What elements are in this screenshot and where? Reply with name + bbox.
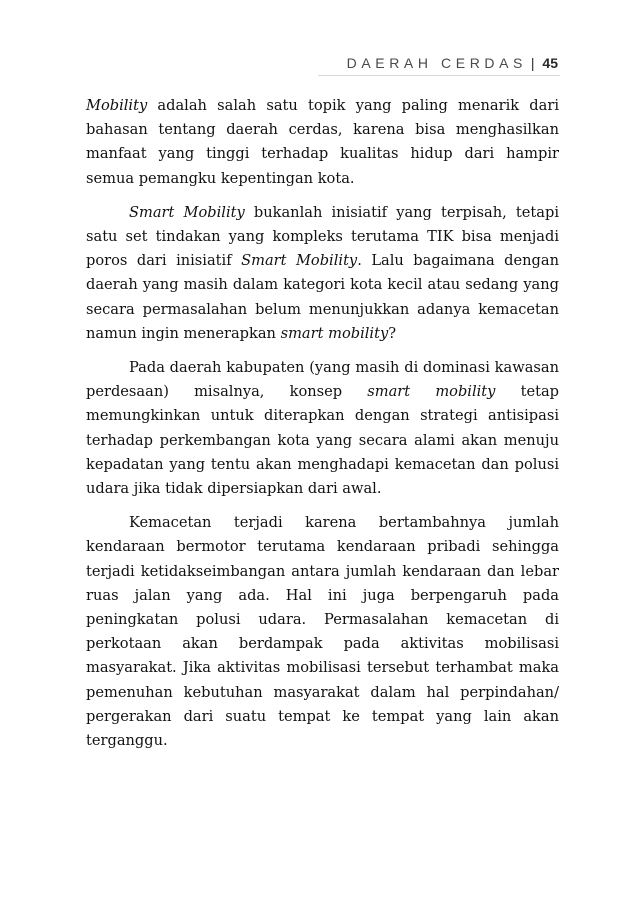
- text-run: Kemacetan terjadi karena bertambahnya jumlah kendaraan bermotor terutama kendaraan pribadi sehingga terjadi ketidakseimbangan antara jumlah kendaraan dan lebar ruas jalan yang ada. Hal ini juga berpengaruh pada peningkatan polusi udara. Permasalahan kemacetan di perkotaan akan berdampak pada aktivitas mobilisasi masyarakat. Jika aktivitas mobilisasi tersebut terhambat maka pemenuhan kebutuhan masyarakat dalam hal perpindahan/ pergerakan dari suatu tempat ke tempat yang lain akan terganggu.: [86, 514, 559, 750]
- text-run: ?: [388, 324, 397, 342]
- text-run: adalah salah satu topik yang paling menarik dari bahasan tentang daerah cerdas, karena bisa menghasilkan manfaat yang tinggi terhadap kualitas hidup dari hampir semua pemangku kepentingan kota.: [86, 97, 559, 187]
- italic-term: Smart Mobility: [129, 203, 245, 221]
- header-rule: [318, 75, 560, 76]
- text-run: . Lalu bagaimana dengan daerah yang masih dalam kategori kota kecil atau sedang yang secara permasalahan belum menunjukkan adanya kemacetan namun ingin menerapkan: [86, 252, 560, 342]
- running-header: [347, 53, 558, 73]
- text-run: tetap memungkinkan untuk diterapkan dengan strategi antisipasi terhadap perkembangan kota yang secara alami akan menuju kepadatan yang tentu akan menghadapi kemacetan dan polusi udara jika tidak dipersiapkan dari awal.: [86, 383, 559, 498]
- page-number: 45: [542, 55, 558, 71]
- text-run: bukanlah inisiatif yang terpisah, tetapi satu set tindakan yang kompleks terutama TIK bisa menjadi poros dari inisiatif: [86, 203, 559, 270]
- header-separator: |: [530, 55, 535, 71]
- paragraph-3: [86, 356, 559, 501]
- paragraph-1: [86, 94, 559, 191]
- paragraph-4: [86, 511, 559, 753]
- italic-term: Smart Mobility: [241, 252, 358, 270]
- body-text: [86, 94, 559, 753]
- italic-term: smart mobility: [280, 324, 389, 342]
- italic-term: smart mobility: [367, 383, 496, 401]
- paragraph-2: [86, 201, 559, 346]
- text-run: Pada daerah kabupaten (yang masih di dominasi kawasan perdesaan) misalnya, konsep: [86, 359, 559, 401]
- section-title: DAERAH CERDAS: [346, 55, 527, 71]
- italic-term: Mobility: [86, 97, 148, 114]
